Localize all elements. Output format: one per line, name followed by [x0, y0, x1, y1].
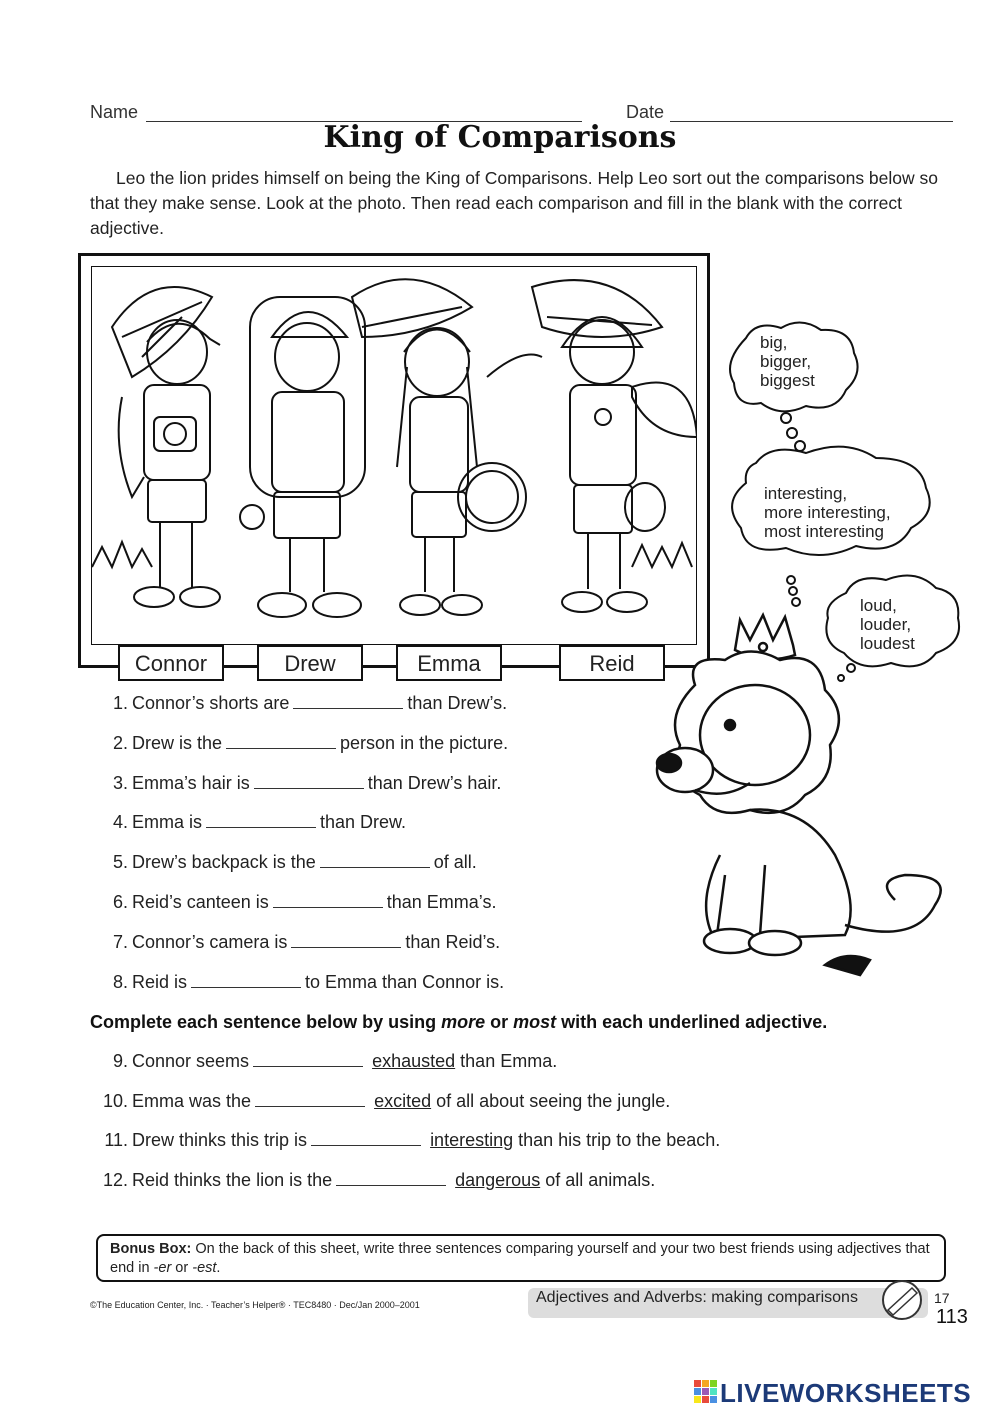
question-4: 4. Emma is than Drew.	[112, 812, 407, 832]
answer-blank-1[interactable]	[293, 693, 403, 709]
question-11: 11. Drew thinks this trip is interesting than his trip to the beach.	[104, 1130, 721, 1150]
copyright-notice: ©The Education Center, Inc. · Teacher’s Helper® · TEC8480 · Dec/Jan 2000–2001	[90, 1300, 420, 1310]
question-10: 10. Emma was the excited of all about seeing the jungle.	[102, 1091, 671, 1111]
page-number-small: 17	[934, 1290, 950, 1306]
answer-blank-12[interactable]	[336, 1170, 446, 1186]
page-title: King of Comparisons	[323, 120, 677, 155]
question-7: 7. Connor’s camera is than Reid’s.	[112, 932, 501, 952]
intro-paragraph: Leo the lion prides himself on being the King of Comparisons. Help Leo sort out the comparisons below so that they make sense. Look at the photo. Then read each comparison and fill in the blank with the correct adjective.	[90, 168, 938, 238]
question-1: 1. Connor’s shorts are than Drew’s.	[112, 693, 508, 713]
page-number: 113	[936, 1306, 968, 1328]
name-label: Name	[90, 102, 139, 122]
liveworksheets-watermark: LIVEWORKSHEETS	[720, 1378, 972, 1408]
answer-blank-9[interactable]	[253, 1051, 363, 1067]
cloud-loud: loud, louder, loudest	[860, 596, 915, 653]
topic-label: Adjectives and Adverbs: making comparisons	[536, 1289, 858, 1306]
answer-blank-8[interactable]	[191, 972, 301, 988]
cloud-interesting: interesting, more interesting, most interesting	[764, 484, 891, 541]
question-12: 12. Reid thinks the lion is the dangerous of all animals.	[102, 1170, 656, 1190]
answer-blank-11[interactable]	[311, 1130, 421, 1146]
question-3: 3. Emma’s hair is than Drew’s hair.	[112, 773, 502, 793]
lion-illustration	[655, 605, 965, 980]
answer-blank-4[interactable]	[206, 812, 316, 828]
jungle-illustration	[91, 266, 697, 645]
date-label: Date	[626, 102, 665, 122]
answer-blank-6[interactable]	[273, 892, 383, 908]
question-9: 9. Connor seems exhausted than Emma.	[112, 1051, 558, 1071]
cloud-big: big, bigger, biggest	[760, 333, 815, 390]
part2-instruction: Complete each sentence below by using more or most with each underlined adjective.	[90, 1012, 828, 1032]
name-tag-connor: Connor	[118, 645, 224, 681]
liveworksheets-logo-icon	[694, 1380, 718, 1404]
kids-illustration	[92, 267, 697, 645]
name-tag-drew: Drew	[257, 645, 363, 681]
question-2: 2. Drew is the person in the picture.	[112, 733, 509, 753]
answer-blank-3[interactable]	[254, 773, 364, 789]
answer-blank-5[interactable]	[320, 852, 430, 868]
bonus-box: Bonus Box: On the back of this sheet, write three sentences comparing yourself and your two best friends using adjectives that end in -er or -est.	[96, 1234, 946, 1282]
jungle-picture-frame	[78, 253, 710, 668]
name-tag-emma: Emma	[396, 645, 502, 681]
question-8: 8. Reid is to Emma than Connor is.	[112, 972, 505, 992]
answer-blank-7[interactable]	[291, 932, 401, 948]
name-tag-reid: Reid	[559, 645, 665, 681]
question-6: 6. Reid’s canteen is than Emma’s.	[112, 892, 497, 912]
question-5: 5. Drew’s backpack is the of all.	[112, 852, 477, 872]
pencil-badge-icon	[872, 1278, 932, 1322]
answer-blank-10[interactable]	[255, 1091, 365, 1107]
answer-blank-2[interactable]	[226, 733, 336, 749]
